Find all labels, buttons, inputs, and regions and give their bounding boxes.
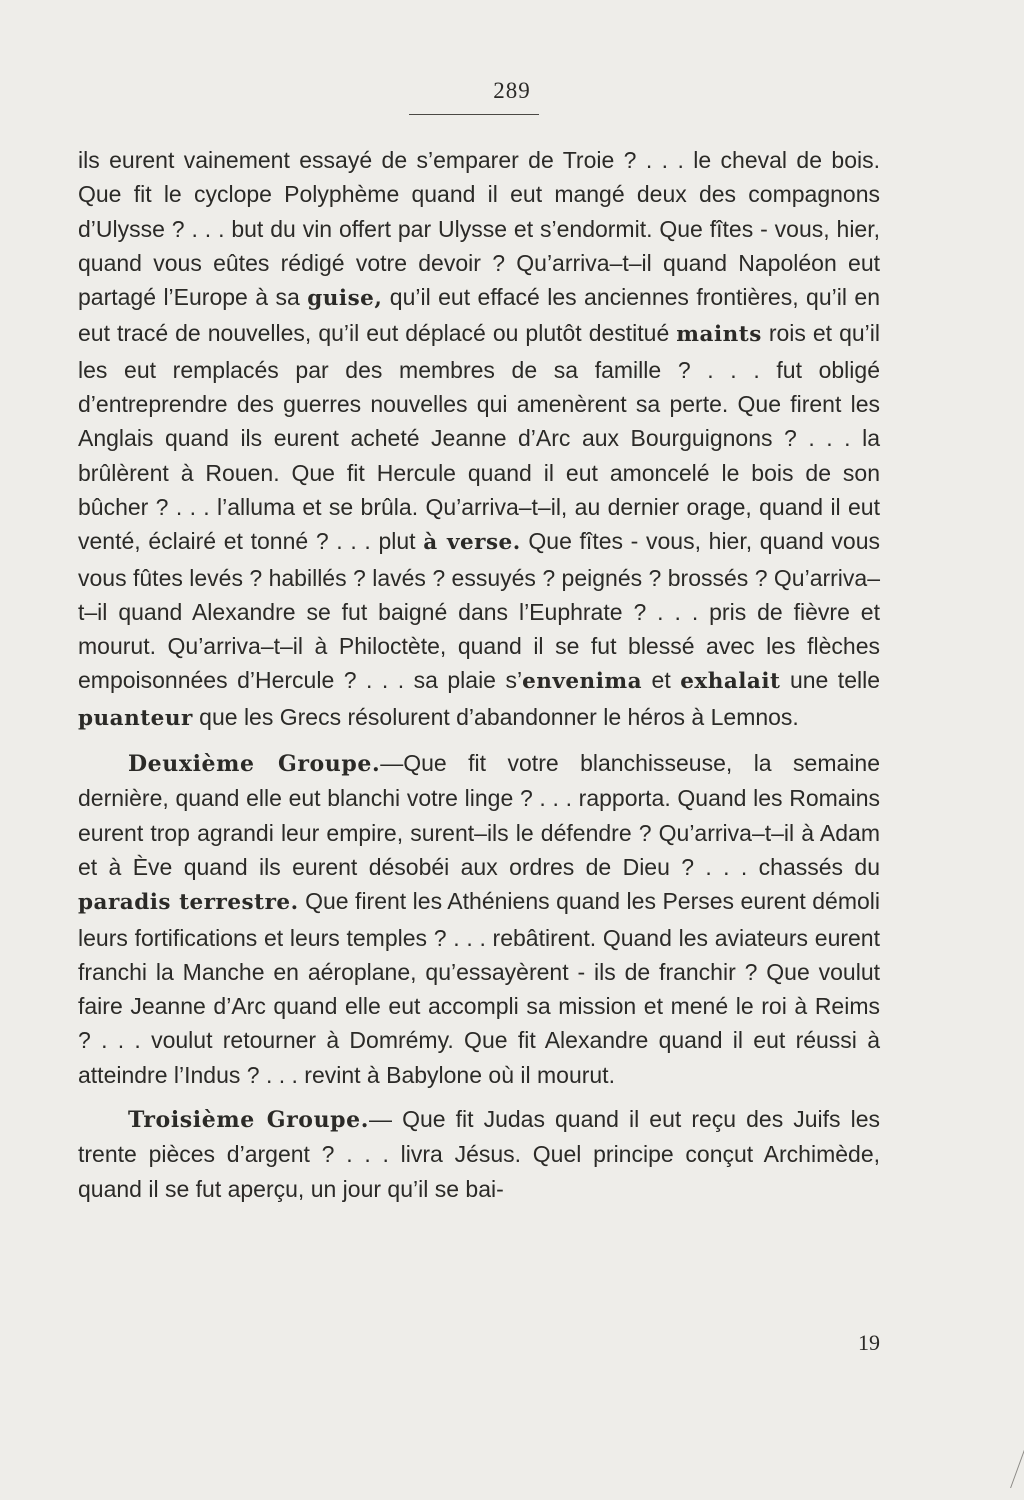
- paragraph-1: [78, 143, 880, 736]
- bold-term: exhalait: [680, 669, 781, 695]
- text-run: Que firent les Athéniens quand les Perses eurent démoli leurs fortifications et leurs temples ? . . . rebâtirent. Quand les aviateurs eurent franchi la Manche en aéroplane, qu’essayèrent - ils de franchir ? Que voulut faire Jeanne d’Arc quand elle eut accompli sa mission et mené le roi à Reims ? . . . voulut retourner à Domrémy. Que fit Alexandre quand il eut réussi à atteindre l’Indus ? . . . revint à Babylone où il mourut.: [78, 888, 880, 1088]
- text-run: et: [642, 667, 681, 694]
- text-run: que les Grecs résolurent d’abandonner le héros à Lemnos.: [192, 703, 799, 730]
- section-heading: Troisième Groupe.: [128, 1107, 370, 1134]
- bold-term: à verse.: [423, 530, 521, 556]
- bold-term: guise,: [307, 286, 383, 312]
- bold-term: puanteur: [78, 705, 193, 731]
- bold-term: maints: [676, 322, 762, 348]
- header-rule: [409, 114, 539, 115]
- text-run: — Que fit Judas quand il eut reçu des Juifs les trente pièces d’argent ? . . . livra Jésus. Quel principe conçut Archimède, quand il se fut aperçu, un jour qu’il se bai-: [78, 1106, 881, 1202]
- text-run: une telle: [780, 667, 880, 694]
- bold-term: paradis terrestre.: [78, 890, 299, 916]
- text-run: —Que fit votre blanchisseuse, la semaine dernière, quand elle eut blanchi votre linge ? . . . rapporta. Quand les Romains eurent trop agrandi leur empire, surent–ils le défendre ? Qu’arriva–t–il à Adam et à Ève quand ils eurent désobéi aux ordres de Dieu ? . . . chassés du: [78, 750, 880, 880]
- body-text: [78, 143, 880, 1206]
- paragraph-2: [78, 746, 880, 1092]
- page-number: 289: [493, 78, 531, 103]
- text-run: Que fîtes - vous, hier, quand vous vous fûtes levés ? habillés ? lavés ? essuyés ? peignés ? brossés ? Qu’arriva–t–il quand Alexandre se fut baigné dans l’Euphrate ? . . . pris de fièvre et mourut. Qu’arriva–t–il à Philoctète, quand il se fut blessé avec les flèches empoisonnées d’Hercule ? . . . sa plaie s’: [78, 528, 881, 694]
- section-heading: Deuxième Groupe.: [128, 751, 381, 778]
- signature-mark: 19: [858, 1330, 880, 1355]
- text-run: ils eurent vainement essayé de s’emparer de Troie ? . . . le cheval de bois. Que fit le cyclope Polyphème quand il eut mangé deux des compagnons d’Ulysse ? . . . but du vin offert par Ulysse et s’endormit. Que fîtes - vous, hier, quand vous eûtes rédigé votre devoir ? Qu’arriva–t–il quand Napoléon eut partagé l’Europe à sa: [78, 147, 880, 311]
- page-corner-mark: [996, 1450, 1024, 1488]
- text-run: rois et qu’il les eut remplacés par des membres de sa famille ? . . . fut obligé d’entreprendre des guerres nouvelles qui amenèrent sa perte. Que firent les Anglais quand ils eurent acheté Jeanne d’Arc aux Bourguignons ? . . . la brûlèrent à Rouen. Que fit Hercule quand il eut amoncelé le bois de son bûcher ? . . . l’alluma et se brûla. Qu’arriva–t–il, au dernier orage, quand il eut venté, éclairé et tonné ? . . . plut: [78, 320, 881, 555]
- text-run: qu’il eut effacé les anciennes frontières, qu’il en eut tracé de nouvelles, qu’il eut déplacé ou plutôt destitué: [78, 284, 880, 347]
- paragraph-3: [78, 1102, 880, 1206]
- bold-term: envenima: [522, 669, 643, 695]
